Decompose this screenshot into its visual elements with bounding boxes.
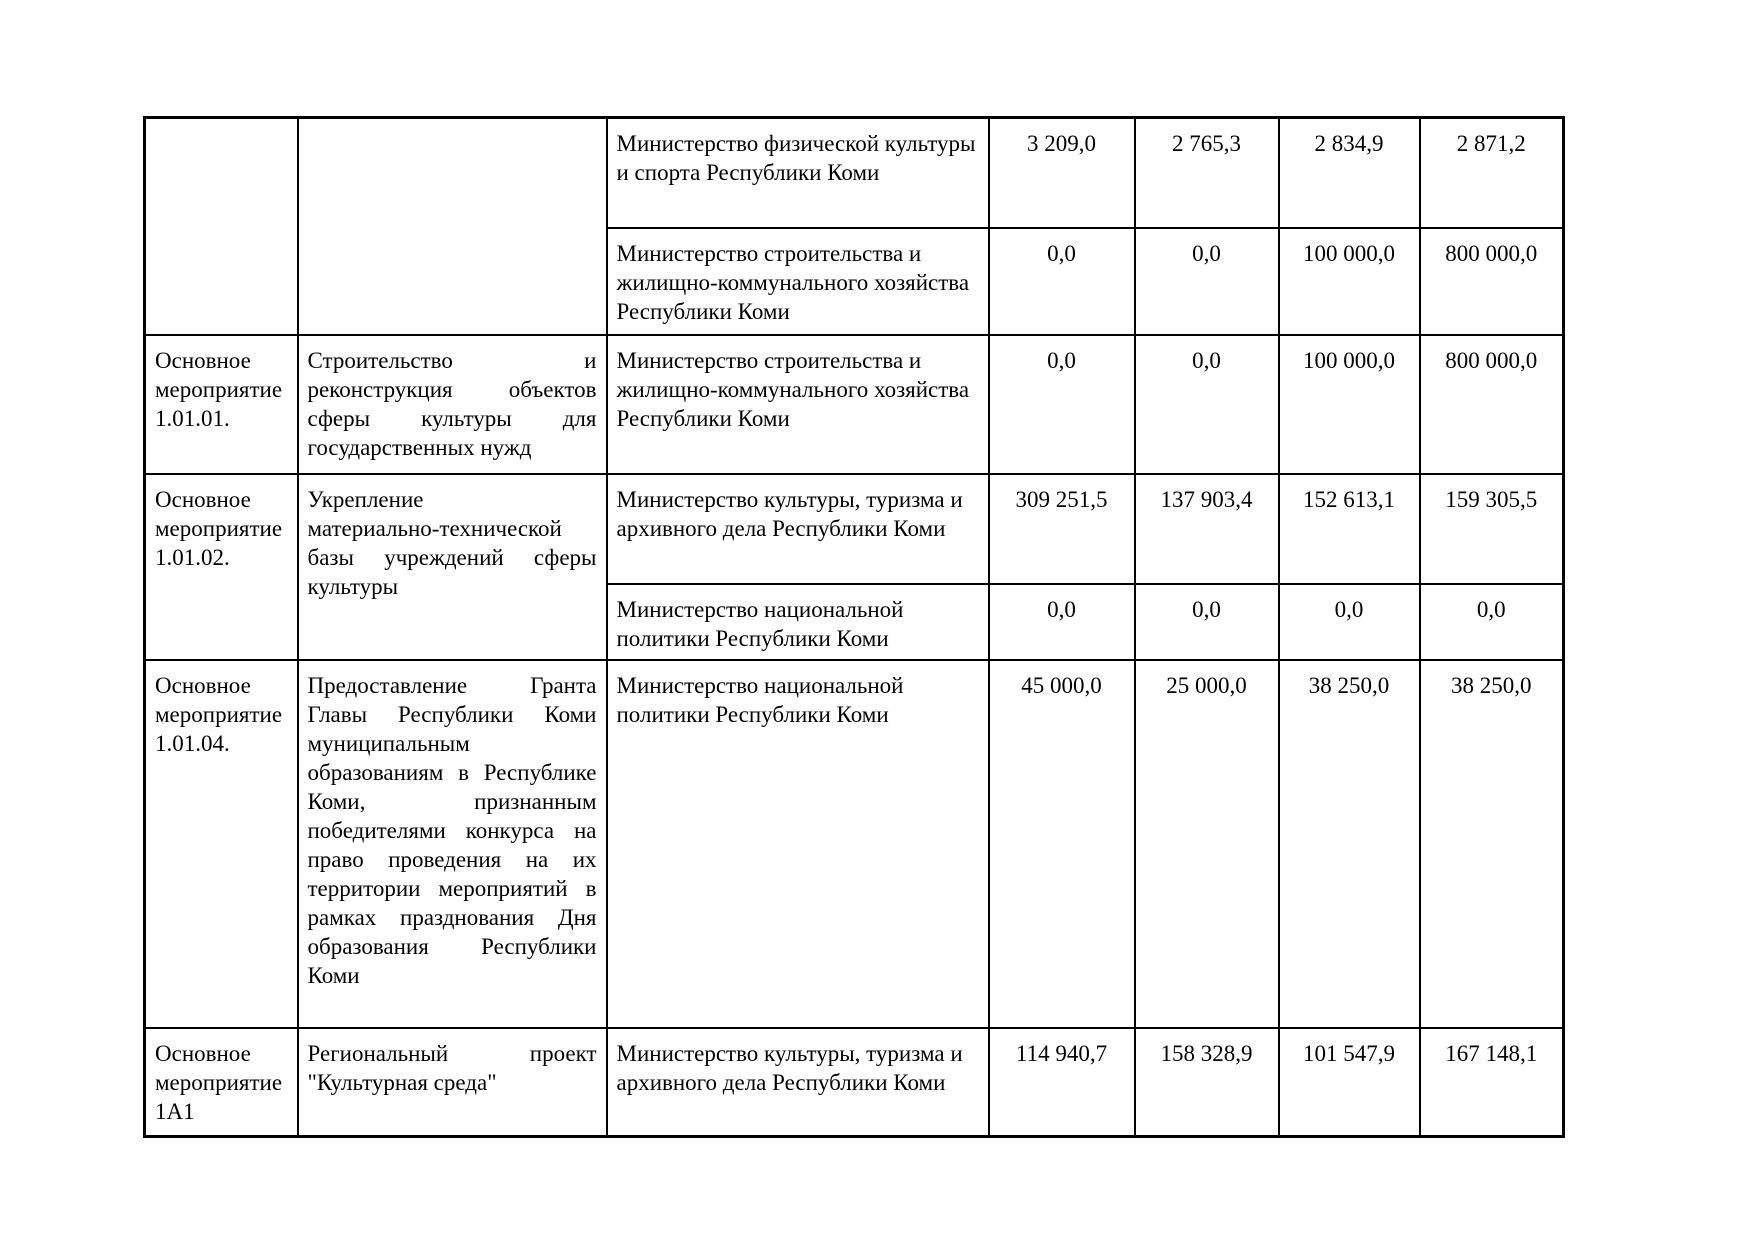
- cell-amount-4: 167 148,1: [1420, 1028, 1564, 1137]
- cell-ministry: Министерство физической культуры и спорта Республики Коми: [607, 118, 989, 228]
- cell-description: Строительство и реконструкция объектов сферы культуры для государственных нужд: [298, 335, 607, 474]
- cell-amount-3: 2 834,9: [1279, 118, 1420, 228]
- cell-amount-1: 45 000,0: [989, 660, 1135, 1028]
- cell-amount-3: 101 547,9: [1279, 1028, 1420, 1137]
- table-row: [145, 474, 1564, 584]
- cell-amount-4: 800 000,0: [1420, 335, 1564, 474]
- cell-ministry: Министерство строительства и жилищно‑коммунального хозяйства Республики Коми: [607, 228, 989, 335]
- cell-amount-3: 152 613,1: [1279, 474, 1420, 584]
- cell-amount-3: 100 000,0: [1279, 335, 1420, 474]
- cell-amount-4: 800 000,0: [1420, 228, 1564, 335]
- cell-amount-4: 38 250,0: [1420, 660, 1564, 1028]
- cell-activity: Основное мероприятие 1.01.04.: [145, 660, 298, 1028]
- cell-amount-1: 114 940,7: [989, 1028, 1135, 1137]
- cell-amount-2: 25 000,0: [1135, 660, 1279, 1028]
- cell-activity: Основное мероприятие 1A1: [145, 1028, 298, 1137]
- cell-amount-4: 2 871,2: [1420, 118, 1564, 228]
- cell-amount-1: 0,0: [989, 584, 1135, 660]
- cell-amount-2: 158 328,9: [1135, 1028, 1279, 1137]
- table-row: [145, 118, 1564, 228]
- cell-ministry: Министерство культуры, туризма и архивного дела Республики Коми: [607, 474, 989, 584]
- cell-ministry: Министерство национальной политики Республики Коми: [607, 584, 989, 660]
- cell-description: Укрепление материально‑технической базы учреждений сферы культуры: [298, 474, 607, 660]
- cell-description: Региональный проект "Культурная среда": [298, 1028, 607, 1137]
- cell-description: [298, 118, 607, 335]
- cell-amount-4: 159 305,5: [1420, 474, 1564, 584]
- cell-ministry: Министерство культуры, туризма и архивного дела Республики Коми: [607, 1028, 989, 1137]
- table-row: [145, 335, 1564, 474]
- cell-amount-3: 0,0: [1279, 584, 1420, 660]
- cell-ministry: Министерство национальной политики Республики Коми: [607, 660, 989, 1028]
- cell-amount-2: 0,0: [1135, 335, 1279, 474]
- cell-amount-1: 0,0: [989, 228, 1135, 335]
- budget-table: [143, 116, 1565, 1138]
- cell-amount-2: 0,0: [1135, 584, 1279, 660]
- cell-amount-1: 3 209,0: [989, 118, 1135, 228]
- cell-amount-2: 2 765,3: [1135, 118, 1279, 228]
- cell-activity: Основное мероприятие 1.01.01.: [145, 335, 298, 474]
- cell-amount-2: 137 903,4: [1135, 474, 1279, 584]
- cell-ministry: Министерство строительства и жилищно‑коммунального хозяйства Республики Коми: [607, 335, 989, 474]
- cell-description: Предоставление Гранта Главы Республики Коми муниципальным образованиям в Республике Коми, признанным победителями конкурса на право проведения на их территории мероприятий в рамках празднования Дня образования Республики Коми: [298, 660, 607, 1028]
- cell-amount-4: 0,0: [1420, 584, 1564, 660]
- cell-amount-1: 309 251,5: [989, 474, 1135, 584]
- cell-amount-2: 0,0: [1135, 228, 1279, 335]
- cell-amount-3: 38 250,0: [1279, 660, 1420, 1028]
- cell-activity: [145, 118, 298, 335]
- table-row: [145, 660, 1564, 1028]
- cell-amount-1: 0,0: [989, 335, 1135, 474]
- cell-activity: Основное мероприятие 1.01.02.: [145, 474, 298, 660]
- cell-amount-3: 100 000,0: [1279, 228, 1420, 335]
- table-row: [145, 1028, 1564, 1137]
